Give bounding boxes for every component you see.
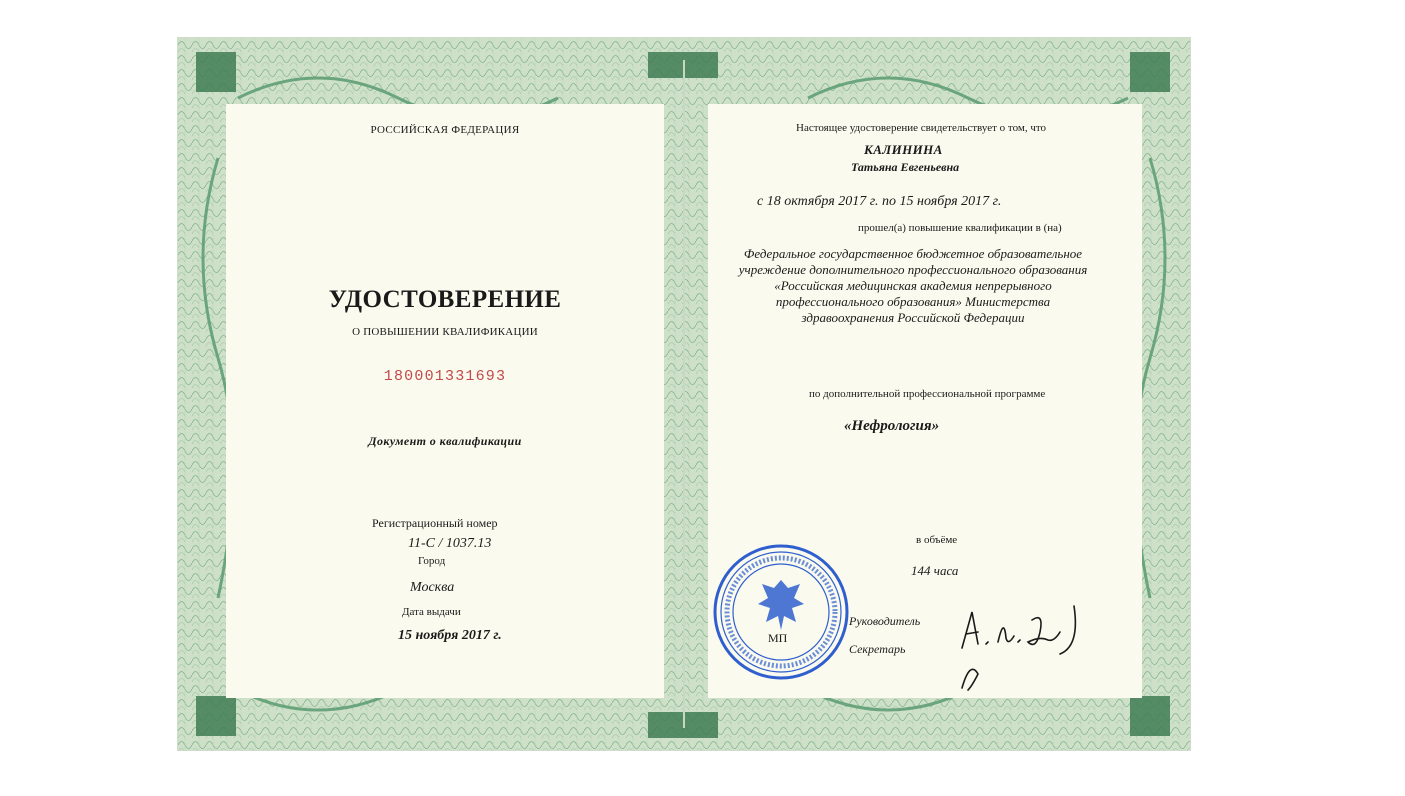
qualification-type: Документ о квалификации: [368, 434, 522, 448]
registration-label: Регистрационный номер: [372, 516, 498, 530]
seal-mp-label: МП: [768, 631, 788, 645]
eagle-emblem-icon: [758, 580, 804, 630]
intro-text: Настоящее удостоверение свидетельствует о том, что: [796, 122, 1047, 134]
organization-line: Федеральное государственное бюджетное образовательное: [743, 246, 1083, 261]
issue-date-label: Дата выдачи: [402, 606, 461, 618]
document-title: УДОСТОВЕРЕНИЕ: [328, 286, 562, 313]
registration-value: 11-С / 1037.13: [408, 536, 492, 551]
organization-line: здравоохранения Российской Федерации: [801, 310, 1025, 325]
secretary-signature-label: Секретарь: [849, 642, 906, 656]
organization-line: «Российская медицинская академия непрерывного: [774, 278, 1052, 293]
passed-training-text: прошел(а) повышение квалификации в (на): [858, 222, 1062, 234]
certificate-spread: [178, 38, 1190, 750]
document-subtitle: О ПОВЫШЕНИИ КВАЛИФИКАЦИИ: [352, 326, 538, 338]
head-signature-label: Руководитель: [849, 614, 921, 628]
program-name: «Нефрология»: [844, 418, 940, 434]
city-value: Москва: [410, 580, 455, 595]
city-label: Город: [418, 555, 446, 567]
organization-name: [678, 246, 1148, 326]
holder-given-names: Татьяна Евгеньевна: [851, 160, 960, 174]
left-page: [226, 104, 664, 698]
volume-label: в объёме: [916, 534, 958, 546]
official-seal-stamp: [710, 538, 852, 686]
holder-surname: КАЛИНИНА: [864, 142, 943, 157]
federation-label: РОССИЙСКАЯ ФЕДЕРАЦИЯ: [370, 124, 520, 136]
issue-date-value: 15 ноября 2017 г.: [398, 628, 502, 643]
program-label: по дополнительной профессиональной программе: [809, 388, 1046, 400]
organization-line: профессионального образования» Министерства: [775, 294, 1051, 309]
page-fold: [683, 60, 685, 728]
training-period: с 18 октября 2017 г. по 15 ноября 2017 г.: [757, 194, 1002, 209]
volume-value: 144 часа: [911, 563, 959, 578]
organization-line: учреждение дополнительного профессионального образования: [738, 262, 1088, 277]
handwritten-signature: [948, 576, 1108, 696]
document-number: 180001331693: [383, 368, 507, 385]
